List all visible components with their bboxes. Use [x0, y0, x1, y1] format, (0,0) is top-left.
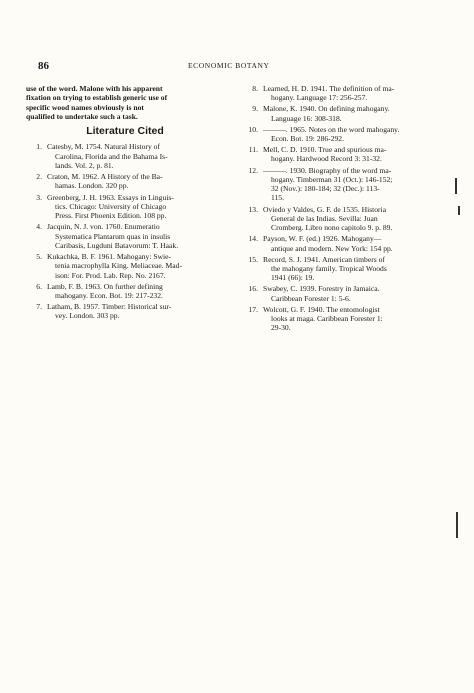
reference-text	[47, 172, 224, 191]
reference-line: Systematica Plantarum quas in insulis	[55, 231, 171, 241]
reference-line: Catesby, M. 1754. Natural History of	[47, 142, 160, 152]
reference-line: lands. Vol. 2, p. 81.	[55, 161, 114, 171]
reference-line: ———. 1965. Notes on the word mahogany.	[263, 124, 400, 134]
reference-item	[26, 302, 224, 321]
intro-paragraph	[26, 84, 224, 121]
reference-line: Wolcott, G. F. 1940. The entomologist	[263, 304, 380, 314]
page-number: 86	[38, 60, 49, 72]
margin-mark	[455, 178, 457, 194]
reference-number: 12.	[248, 165, 258, 175]
reference-text	[263, 205, 442, 233]
running-head: ECONOMIC BOTANY	[188, 61, 270, 70]
reference-number: 16.	[248, 284, 258, 294]
reference-line: Malone, K. 1940. On defining mahogany.	[263, 104, 390, 114]
reference-line: Payson, W. F. (ed.) 1926. Mahogany—	[263, 234, 382, 244]
reference-item	[242, 234, 442, 253]
reference-number: 9.	[252, 104, 258, 114]
reference-line: Caribasis, Lugduni Batavorum: T. Haak.	[55, 240, 179, 250]
reference-text	[47, 252, 224, 280]
reference-number: 1.	[36, 142, 42, 152]
reference-line: mahogany. Econ. Bot. 19: 217-232.	[55, 290, 163, 300]
reference-line: 32 (Nov.): 180-184; 32 (Dec.): 113-	[271, 184, 380, 194]
reference-number: 5.	[36, 251, 42, 261]
reference-item	[242, 166, 442, 203]
reference-number: 15.	[248, 254, 258, 264]
reference-number: 14.	[248, 234, 258, 244]
reference-line: Learned, H. D. 1941. The definition of ma-	[263, 84, 395, 93]
reference-line: Lamb, F. B. 1963. On further defining	[47, 281, 163, 291]
reference-line: Econ. Bot. 19: 286-292.	[271, 134, 344, 144]
reference-number: 4.	[36, 222, 42, 232]
reference-text	[263, 284, 442, 303]
reference-line: hogany. Language 17: 256-257.	[271, 93, 368, 103]
reference-item	[242, 255, 442, 283]
page-header	[38, 60, 436, 74]
reference-text	[47, 142, 224, 170]
reference-line: Record, S. J. 1941. American timbers of	[263, 254, 385, 264]
reference-line: Craton, M. 1962. A History of the Ba-	[47, 172, 163, 182]
reference-text	[263, 125, 442, 144]
reference-text	[263, 234, 442, 253]
margin-mark	[458, 206, 460, 215]
reference-line: Cromberg. Libro nono capitolo 9. p. 89.	[271, 223, 393, 233]
reference-line: Press. First Phoenix Edition. 108 pp.	[55, 211, 167, 221]
reference-item	[242, 125, 442, 144]
reference-text	[263, 166, 442, 203]
reference-number: 7.	[36, 302, 42, 312]
reference-item	[242, 84, 442, 103]
reference-item	[26, 193, 224, 221]
intro-line: specific wood names obviously is not	[26, 102, 144, 112]
left-column	[26, 84, 224, 322]
reference-text	[263, 145, 442, 164]
reference-line: ———. 1930. Biography of the word ma-	[263, 165, 392, 175]
reference-text	[47, 222, 224, 250]
reference-text	[263, 104, 442, 123]
reference-item	[26, 172, 224, 191]
reference-number: 13.	[248, 204, 258, 214]
reference-line: Kukachka, B. F. 1961. Mahogany: Swie-	[47, 251, 172, 261]
reference-line: hogany. Timberman 31 (Oct.): 146-152;	[271, 174, 393, 184]
reference-line: Greenberg, J. H. 1963. Essays in Linguis-	[47, 192, 174, 202]
reference-line: looks at maga. Caribbean Forester 1:	[271, 314, 383, 323]
reference-line: General de las Indias. Sevilla: Juan	[271, 213, 378, 223]
reference-item	[26, 142, 224, 170]
reference-line: 115.	[271, 193, 285, 203]
reference-line: 29-30.	[271, 323, 291, 333]
reference-item	[26, 222, 224, 250]
reference-text	[263, 84, 442, 103]
reference-line: Language 16: 308-318.	[271, 113, 342, 123]
reference-line: ison: For. Prod. Lab. Rep. No. 2167.	[55, 270, 166, 280]
reference-number: 8.	[252, 84, 258, 93]
reference-line: hamas. London. 320 pp.	[55, 181, 129, 191]
reference-list-left	[26, 142, 224, 320]
reference-line: Carolina, Florida and the Bahama Is-	[55, 151, 168, 161]
reference-line: Swabey, C. 1939. Forestry in Jamaica.	[263, 284, 380, 294]
intro-line: qualified to undertake such a task.	[26, 111, 138, 121]
reference-number: 6.	[36, 281, 42, 291]
reference-text	[47, 282, 224, 301]
reference-line: tenia macrophylla King. Meliaceae. Mad-	[55, 261, 182, 271]
intro-line: fixation on trying to establish generic use of	[26, 93, 168, 103]
reference-line: tics. Chicago: University of Chicago	[55, 201, 167, 211]
intro-line: use of the word. Malone with his apparent	[26, 84, 163, 93]
right-column	[242, 84, 442, 334]
reference-number: 10.	[248, 124, 258, 134]
reference-list-right	[242, 84, 442, 333]
reference-item	[26, 252, 224, 280]
reference-item	[242, 104, 442, 123]
reference-item	[242, 205, 442, 233]
reference-text	[263, 255, 442, 283]
reference-number: 17.	[248, 304, 258, 314]
margin-mark	[456, 512, 458, 538]
reference-number: 11.	[248, 145, 258, 155]
reference-line: the mahogany family. Tropical Woods	[271, 263, 387, 273]
reference-text	[47, 302, 224, 321]
reference-number: 2.	[36, 172, 42, 182]
reference-item	[26, 282, 224, 301]
reference-line: hogany. Hardwood Record 3: 31-32.	[271, 154, 382, 164]
reference-item	[242, 284, 442, 303]
reference-text	[47, 193, 224, 221]
reference-line: vey. London. 303 pp.	[55, 311, 120, 321]
reference-item	[242, 305, 442, 333]
reference-number: 3.	[36, 192, 42, 202]
reference-text	[263, 305, 442, 333]
reference-line: 1941 (66): 19.	[271, 273, 315, 283]
reference-line: Oviedo y Valdes, G. F. de 1535. Historia	[263, 204, 387, 214]
reference-line: Mell, C. D. 1910. True and spurious ma-	[263, 145, 387, 155]
reference-line: Caribbean Forester 1: 5-6.	[271, 293, 351, 303]
reference-line: Latham, B. 1957. Timber: Historical sur-	[47, 302, 172, 312]
reference-line: antique and modern. New York: 154 pp.	[271, 243, 393, 253]
section-title: Literature Cited	[86, 125, 164, 138]
reference-item	[242, 145, 442, 164]
reference-line: Jacquin, N. J. von. 1760. Enumeratio	[47, 222, 160, 232]
